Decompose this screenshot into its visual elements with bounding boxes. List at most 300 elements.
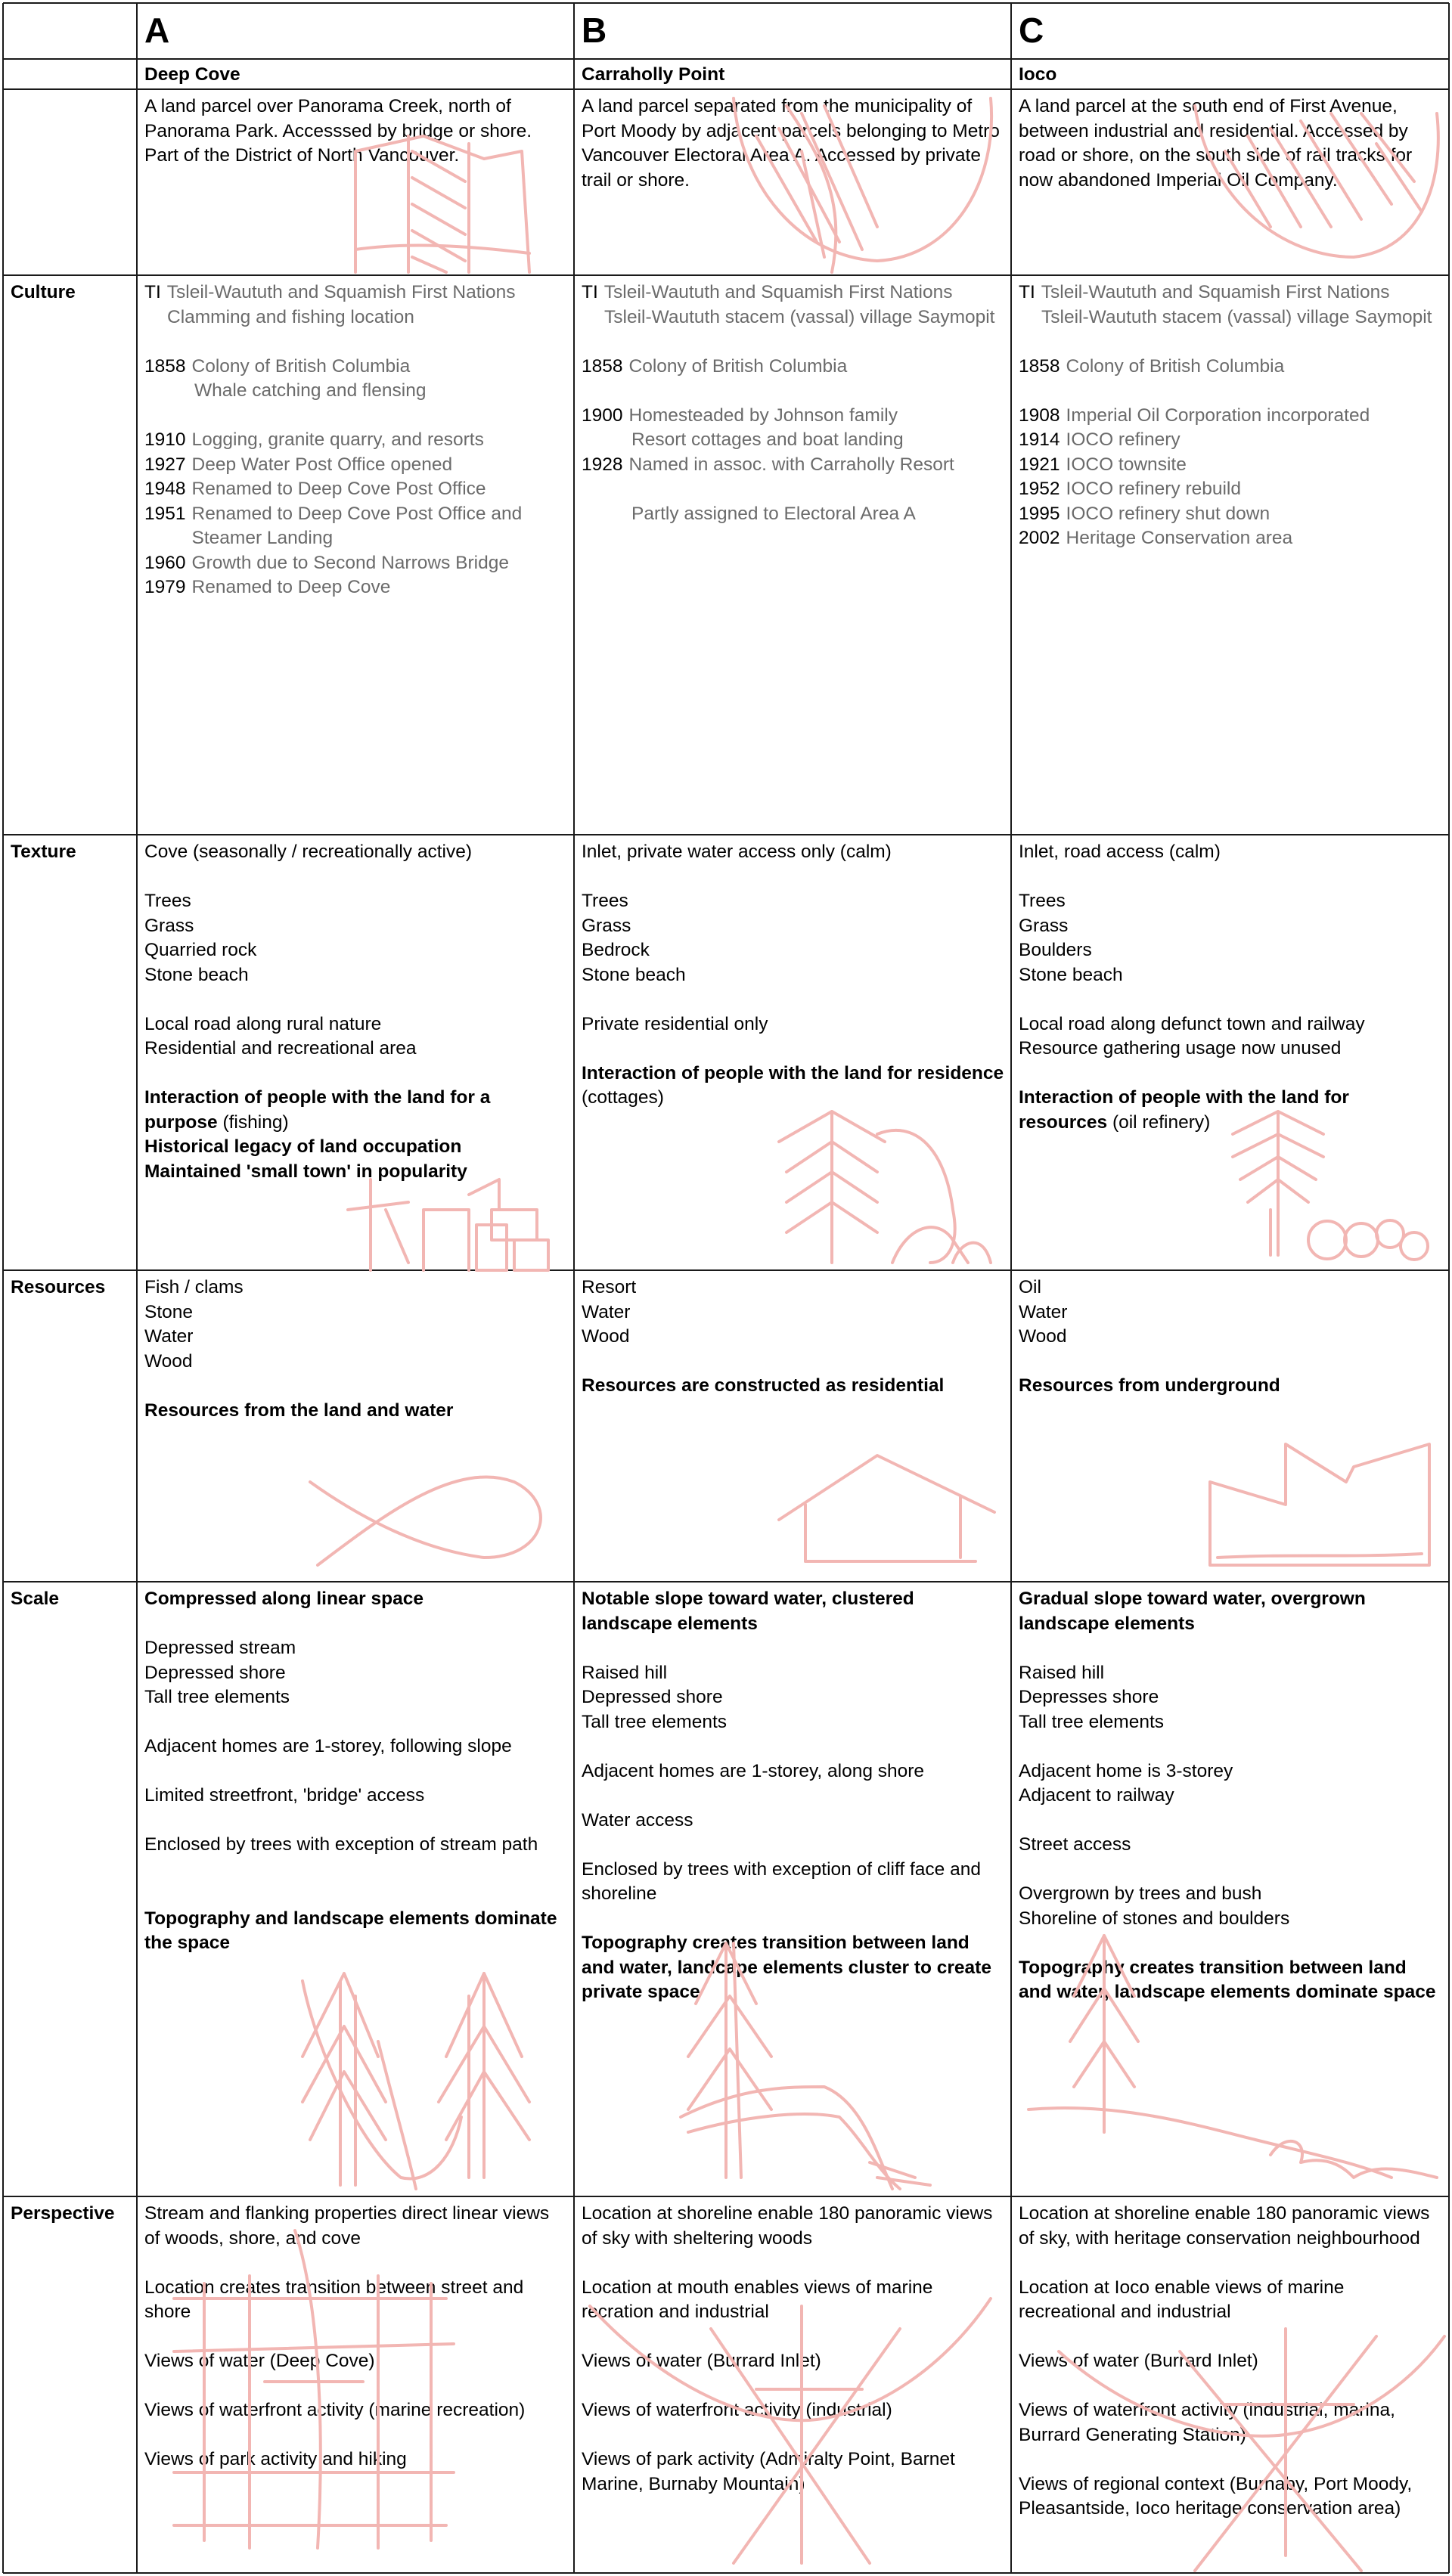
timeline-text: Resort cottages and boat landing: [631, 429, 904, 450]
timeline-text: Tsleil-Waututh and Squamish First Nations: [603, 282, 953, 302]
spacer: [144, 865, 568, 890]
cell-line: [1019, 1882, 1442, 1907]
spacer: [582, 2325, 1005, 2350]
cell-line: [582, 1809, 1005, 1834]
line-text: Views of waterfront activity (industrial, marina, Burrard Generating Station): [1019, 2400, 1401, 2445]
timeline-entry: [1019, 428, 1442, 453]
timeline-year: [582, 428, 631, 453]
line-text: Stone beach: [144, 964, 249, 985]
key-finding: [144, 1399, 568, 1424]
line-text: Enclosed by trees with exception of stream path: [144, 1834, 538, 1855]
timeline-year: [144, 379, 194, 404]
spacer: [1019, 1350, 1442, 1375]
scale-cell-a: [138, 1582, 574, 2196]
timeline-year: 1858: [144, 355, 186, 377]
timeline-entry: [144, 502, 568, 551]
spacer: [582, 2374, 1005, 2399]
cell-line: [582, 963, 1005, 988]
line-text: Views of regional context (Burnaby, Port Moody, Pleasantside, Ioco heritage conservation area): [1019, 2473, 1418, 2519]
spacer: [144, 2251, 568, 2276]
spacer: [582, 2423, 1005, 2448]
line-text: Trees: [144, 891, 191, 911]
cell-line: [1019, 1784, 1442, 1809]
resources-cell-b: [576, 1271, 1011, 1582]
cell-line: [1019, 1037, 1442, 1062]
spacer: [1019, 2325, 1442, 2350]
line-text: Raised hill: [582, 1662, 668, 1683]
texture-cell-a: [138, 835, 574, 1270]
line-text: Adjacent homes are 1-storey, along shore: [582, 1760, 925, 1781]
cell-line: [144, 2202, 568, 2251]
cell-line: [582, 1685, 1005, 1710]
site-description-c: A land parcel at the south end of First Avenue, between industrial and residential. Accessed by road or shore, on the south side of rail tracks for now abandoned Imperial Oil Company.: [1019, 96, 1413, 191]
cell-line: [144, 1350, 568, 1375]
bold-text: Gradual slope toward water, overgrown landscape elements: [1019, 1589, 1371, 1634]
spacer: [582, 1833, 1005, 1858]
cell-line: [582, 914, 1005, 939]
line-text: Local road along rural nature: [144, 1013, 382, 1034]
cell-line: [1019, 1833, 1442, 1858]
spacer: [144, 1374, 568, 1399]
culture-cell-a: [138, 276, 574, 835]
row-label-resources: Resources: [11, 1277, 106, 1297]
bold-text: Compressed along linear space: [144, 1589, 424, 1609]
timeline-year: 2002: [1019, 528, 1060, 548]
spacer: [1019, 1858, 1442, 1883]
cell-line: [144, 1300, 568, 1325]
cell-line: [1019, 2276, 1442, 2325]
line-text: Grass: [1019, 915, 1069, 936]
resources-cell-a: [138, 1271, 574, 1582]
timeline-text: Named in assoc. with Carraholly Resort: [628, 454, 954, 475]
timeline-text: Renamed to Deep Cove Post Office: [191, 479, 486, 499]
key-finding: [582, 1062, 1009, 1111]
resources-cell-c: [1013, 1271, 1448, 1582]
timeline-entry: [1019, 526, 1442, 551]
timeline-year: 1908: [1019, 405, 1060, 426]
cell-line: [144, 1037, 568, 1062]
spacer: [144, 330, 568, 355]
line-text: Oil: [1019, 1277, 1041, 1297]
line-text: Tall tree elements: [144, 1687, 290, 1707]
spacer: [1019, 1734, 1442, 1759]
spacer: [1019, 330, 1442, 355]
line-text: Trees: [582, 891, 628, 911]
bold-text: Resources from underground: [1019, 1375, 1280, 1396]
cell-line: [144, 1784, 568, 1809]
cell-line: [1019, 1325, 1442, 1350]
timeline-entry: [144, 281, 568, 305]
line-text: (cottages): [582, 1062, 1009, 1108]
line-text: Limited streetfront, 'bridge' access: [144, 1785, 425, 1806]
line-text: Water access: [582, 1809, 693, 1830]
cell-line: [582, 2349, 1005, 2374]
line-text: Views of water (Burrard Inlet): [1019, 2351, 1258, 2371]
spacer: [582, 1734, 1005, 1759]
scale-cell-b: [576, 1582, 1011, 2196]
spacer: [1019, 865, 1442, 890]
key-finding: [144, 1135, 568, 1160]
cell-line: [1019, 2398, 1442, 2447]
spacer: [144, 1809, 568, 1834]
timeline-text: Tsleil-Waututh stacem (vassal) village Saymopit: [1041, 306, 1432, 327]
timeline-year: 1858: [1019, 355, 1060, 377]
spacer: [144, 1858, 568, 1883]
line-text: Enclosed by trees with exception of cliff face and shoreline: [582, 1858, 986, 1904]
timeline-text: IOCO refinery shut down: [1066, 503, 1270, 524]
bold-text: Notable slope toward water, clustered landscape elements: [582, 1589, 920, 1634]
timeline-entry: [144, 355, 568, 380]
row-label-scale: Scale: [11, 1589, 60, 1609]
key-finding: [144, 1907, 568, 1956]
cell-line: [582, 2398, 1005, 2423]
cell-line: [1019, 938, 1442, 963]
key-finding: [1019, 1587, 1442, 1636]
cell-line: [1019, 840, 1442, 865]
cell-line: [1019, 1759, 1442, 1784]
line-text: Adjacent to railway: [1019, 1785, 1174, 1806]
spacer: [1019, 2447, 1442, 2472]
line-text: Views of waterfront activity (marine recreation): [144, 2400, 526, 2420]
line-text: Raised hill: [1019, 1662, 1105, 1683]
line-text: Overgrown by trees and bush: [1019, 1883, 1262, 1904]
line-text: Depressed shore: [582, 1687, 723, 1707]
cell-line: [1019, 1661, 1442, 1686]
timeline-entry: [1019, 305, 1442, 330]
spacer: [144, 1759, 568, 1784]
bold-text: Resources from the land and water: [144, 1400, 454, 1421]
timeline-entry: [144, 379, 568, 404]
cell-line: [144, 1636, 568, 1661]
cell-line: [1019, 1300, 1442, 1325]
key-finding: [582, 1374, 1005, 1399]
spacer: [1019, 987, 1442, 1012]
timeline-text: Partly assigned to Electoral Area A: [631, 503, 916, 524]
spacer: [144, 1612, 568, 1637]
timeline-text: Colony of British Columbia: [1066, 355, 1285, 377]
timeline-year: 1928: [582, 454, 623, 475]
line-text: Local road along defunct town and railway: [1019, 1013, 1365, 1034]
line-text: Water: [1019, 1301, 1068, 1322]
timeline-text: Clamming and fishing location: [167, 306, 414, 327]
key-finding: [582, 1587, 1005, 1636]
cell-line: [582, 1858, 1005, 1907]
line-text: Water: [582, 1301, 631, 1322]
site-name-a: Deep Cove: [144, 64, 240, 85]
spacer: [582, 1037, 1005, 1062]
row-label-perspective: Perspective: [11, 2203, 115, 2224]
bold-text: Topography creates transition between land and water, landcape elements cluster to create private space: [582, 1933, 997, 2002]
spacer: [1019, 1636, 1442, 1661]
spacer: [144, 1062, 568, 1087]
cell-line: [1019, 1907, 1442, 1932]
spacer: [144, 1882, 568, 1907]
cell-line: [144, 889, 568, 914]
timeline-year: [144, 305, 167, 330]
timeline-entry: [144, 305, 568, 330]
cell-line: [1019, 1685, 1442, 1710]
spacer: [582, 1636, 1005, 1661]
timeline-year: 1921: [1019, 454, 1060, 475]
bold-text: Resources are constructed as residential: [582, 1375, 945, 1396]
timeline-year: [582, 502, 631, 527]
cell-line: [582, 889, 1005, 914]
line-text: Wood: [1019, 1326, 1067, 1347]
bold-text: Maintained 'small town' in popularity: [144, 1161, 467, 1182]
timeline-entry: [1019, 355, 1442, 380]
cell-line: [1019, 2349, 1442, 2374]
line-text: Views of water (Burrard Inlet): [582, 2351, 821, 2371]
spacer: [582, 330, 1005, 355]
timeline-year: 1900: [582, 405, 623, 426]
timeline-text: Colony of British Columbia: [628, 355, 848, 377]
culture-cell-b: [576, 276, 1011, 835]
cell-line: [582, 2276, 1005, 2325]
timeline-entry: [582, 453, 1005, 478]
cell-line: [1019, 963, 1442, 988]
cell-line: [582, 1276, 1005, 1300]
bold-text: Topography and landscape elements dominate the space: [144, 1908, 563, 1953]
timeline-year: 1979: [144, 577, 186, 597]
line-text: (oil refinery): [1107, 1111, 1211, 1133]
timeline-entry: [144, 477, 568, 502]
cell-line: [582, 1300, 1005, 1325]
spacer: [144, 1710, 568, 1735]
timeline-year: 1951: [144, 503, 186, 524]
line-text: Stone beach: [1019, 964, 1123, 985]
line-text: Depresses shore: [1019, 1687, 1159, 1707]
spacer: [144, 987, 568, 1012]
timeline-year: 1948: [144, 479, 186, 499]
line-text: Water: [144, 1326, 194, 1347]
line-text: Location creates transition between street and shore: [144, 2277, 529, 2322]
cell-line: [144, 1276, 568, 1300]
cell-line: [144, 840, 568, 865]
cell-line: [582, 840, 1005, 865]
bold-text: Interaction of people with the land for a purpose: [144, 1087, 496, 1133]
key-finding: [144, 1086, 568, 1135]
spacer: [144, 2325, 568, 2350]
cell-line: [582, 2202, 1005, 2251]
cell-line: [1019, 1276, 1442, 1300]
timeline-year: 1914: [1019, 429, 1060, 450]
timeline-entry: [1019, 502, 1442, 527]
line-text: Location at mouth enables views of marine recration and industrial: [582, 2277, 939, 2322]
timeline-text: IOCO refinery: [1066, 429, 1181, 450]
line-text: Wood: [582, 1326, 630, 1347]
timeline-entry: [1019, 281, 1442, 305]
cell-line: [582, 1325, 1005, 1350]
cell-line: [582, 1710, 1005, 1735]
cell-line: [1019, 2472, 1442, 2522]
line-text: Depressed shore: [144, 1662, 286, 1683]
timeline-year: 1858: [582, 355, 623, 377]
line-text: Private residential only: [582, 1013, 768, 1034]
spacer: [1019, 2251, 1442, 2276]
cell-line: [1019, 914, 1442, 939]
line-text: Inlet, road access (calm): [1019, 842, 1221, 862]
key-finding: [1019, 1374, 1442, 1399]
spacer: [1019, 1062, 1442, 1087]
row-label-culture: Culture: [11, 282, 76, 302]
texture-cell-b: [576, 835, 1011, 1270]
perspective-cell-c: [1013, 2197, 1448, 2573]
column-header-c: C: [1019, 11, 1044, 50]
timeline-text: Growth due to Second Narrows Bridge: [191, 552, 509, 573]
line-text: Cove (seasonally / recreationally active): [144, 842, 473, 862]
key-finding: [582, 1931, 1005, 2005]
spacer: [144, 404, 568, 429]
timeline-entry: [582, 281, 1005, 305]
cell-line: [144, 1325, 568, 1350]
scale-cell-c: [1013, 1582, 1448, 2196]
timeline-text: Heritage Conservation area: [1066, 528, 1293, 548]
line-text: Bedrock: [582, 940, 650, 960]
timeline-year: [1019, 305, 1041, 330]
line-text: Quarried rock: [144, 940, 257, 960]
site-description-a: A land parcel over Panorama Creek, north of Panorama Park. Accesssed by bridge or shore. Part of the District of North Vancouver.: [144, 96, 532, 166]
site-name-c: Ioco: [1019, 64, 1057, 85]
line-text: Stream and flanking properties direct linear views of woods, shore, and cove: [144, 2203, 554, 2249]
column-header-a: A: [144, 11, 170, 50]
cell-line: [144, 2398, 568, 2423]
timeline-year: [582, 305, 604, 330]
line-text: Residential and recreational area: [144, 1038, 417, 1059]
cell-line: [582, 1759, 1005, 1784]
key-finding: [144, 1160, 568, 1185]
texture-cell-c: [1013, 835, 1448, 1270]
cell-line: [144, 1685, 568, 1710]
cell-line: [144, 1012, 568, 1037]
bold-text: Historical legacy of land occupation: [144, 1136, 462, 1157]
timeline-entry: [144, 453, 568, 478]
spacer: [582, 987, 1005, 1012]
line-text: Views of water (Deep Cove): [144, 2351, 375, 2371]
line-text: Grass: [582, 915, 631, 936]
line-text: Shoreline of stones and boulders: [1019, 1908, 1290, 1929]
timeline-year: TI: [1019, 282, 1035, 302]
line-text: Views of park activity and hiking: [144, 2449, 407, 2469]
cell-line: [1019, 889, 1442, 914]
line-text: Tall tree elements: [1019, 1711, 1165, 1732]
spacer: [582, 1784, 1005, 1809]
spacer: [582, 379, 1005, 404]
line-text: (fishing): [217, 1111, 289, 1133]
bold-text: Interaction of people with the land for residence: [582, 1062, 1004, 1083]
line-text: Tall tree elements: [582, 1711, 728, 1732]
timeline-text: Tsleil-Waututh and Squamish First Nations: [166, 282, 516, 302]
cell-line: [144, 1661, 568, 1686]
spacer: [582, 865, 1005, 890]
cell-line: [1019, 1710, 1442, 1735]
line-text: Location at Ioco enable views of marine recreational and industrial: [1019, 2277, 1350, 2322]
timeline-text: Whale catching and flensing: [194, 380, 427, 401]
cell-line: [1019, 2202, 1442, 2251]
perspective-cell-a: [138, 2197, 574, 2573]
spacer: [1019, 1931, 1442, 1956]
timeline-entry: [1019, 453, 1442, 478]
timeline-year: TI: [582, 282, 598, 302]
timeline-entry: [582, 305, 1005, 330]
timeline-year: 1995: [1019, 503, 1060, 524]
cell-line: [582, 2447, 1005, 2497]
site-name-b: Carraholly Point: [582, 64, 725, 85]
timeline-entry: [144, 575, 568, 600]
timeline-entry: [1019, 404, 1442, 429]
timeline-entry: [1019, 477, 1442, 502]
line-text: Trees: [1019, 891, 1066, 911]
timeline-text: IOCO refinery rebuild: [1066, 479, 1241, 499]
spacer: [144, 2374, 568, 2399]
timeline-entry: [144, 551, 568, 576]
line-text: Resort: [582, 1277, 637, 1297]
timeline-year: TI: [144, 282, 161, 302]
timeline-text: Homesteaded by Johnson family: [628, 405, 898, 426]
line-text: Views of waterfront activity (industrial): [582, 2400, 892, 2420]
timeline-text: Renamed to Deep Cove: [191, 577, 391, 597]
spacer: [582, 1350, 1005, 1375]
cell-line: [144, 2349, 568, 2374]
line-text: Fish / clams: [144, 1277, 244, 1297]
cell-line: [582, 938, 1005, 963]
timeline-text: IOCO townsite: [1066, 454, 1187, 475]
line-text: Street access: [1019, 1834, 1131, 1855]
line-text: Boulders: [1019, 940, 1092, 960]
culture-cell-c: [1013, 276, 1448, 835]
spacer: [582, 1907, 1005, 1932]
key-finding: [144, 1587, 568, 1612]
line-text: Stone: [144, 1301, 194, 1322]
spacer: [1019, 379, 1442, 404]
row-label-texture: Texture: [11, 842, 76, 862]
line-text: Wood: [144, 1350, 193, 1372]
timeline-text: Tsleil-Waututh stacem (vassal) village Saymopit: [604, 306, 995, 327]
timeline-text: Logging, granite quarry, and resorts: [191, 429, 484, 450]
spacer: [582, 477, 1005, 502]
spacer: [582, 2251, 1005, 2276]
cell-line: [144, 1833, 568, 1858]
timeline-year: 1927: [144, 454, 186, 475]
cell-line: [144, 2276, 568, 2325]
line-text: Depressed stream: [144, 1638, 296, 1658]
line-text: Resource gathering usage now unused: [1019, 1038, 1342, 1059]
line-text: Stone beach: [582, 964, 686, 985]
perspective-cell-b: [576, 2197, 1011, 2573]
cell-line: [144, 938, 568, 963]
cell-line: [144, 963, 568, 988]
timeline-entry: [582, 502, 1005, 527]
line-text: Location at shoreline enable 180 panoramic views of sky with sheltering woods: [582, 2203, 998, 2249]
line-text: Location at shoreline enable 180 panoramic views of sky, with heritage conservation neighbourhood: [1019, 2203, 1435, 2249]
cell-line: [582, 1661, 1005, 1686]
cell-line: [1019, 1012, 1442, 1037]
timeline-text: Deep Water Post Office opened: [191, 454, 453, 475]
key-finding: [1019, 1956, 1442, 2005]
timeline-year: 1910: [144, 429, 186, 450]
cell-line: [144, 1734, 568, 1759]
cell-line: [144, 914, 568, 939]
timeline-text: Imperial Oil Corporation incorporated: [1066, 405, 1370, 426]
timeline-text: Renamed to Deep Cove Post Office and Steamer Landing: [191, 503, 528, 548]
cell-line: [582, 1012, 1005, 1037]
timeline-year: 1960: [144, 552, 186, 573]
line-text: Grass: [144, 915, 194, 936]
site-description-b: A land parcel separated from the municipality of Port Moody by adjacent parcels belonging to Metro Vancouver Electoral Area A. Accessed by private trail or shore.: [582, 96, 1000, 191]
spacer: [1019, 2374, 1442, 2399]
cell-line: [144, 2447, 568, 2472]
key-finding: [1019, 1086, 1442, 1135]
timeline-year: 1952: [1019, 479, 1060, 499]
